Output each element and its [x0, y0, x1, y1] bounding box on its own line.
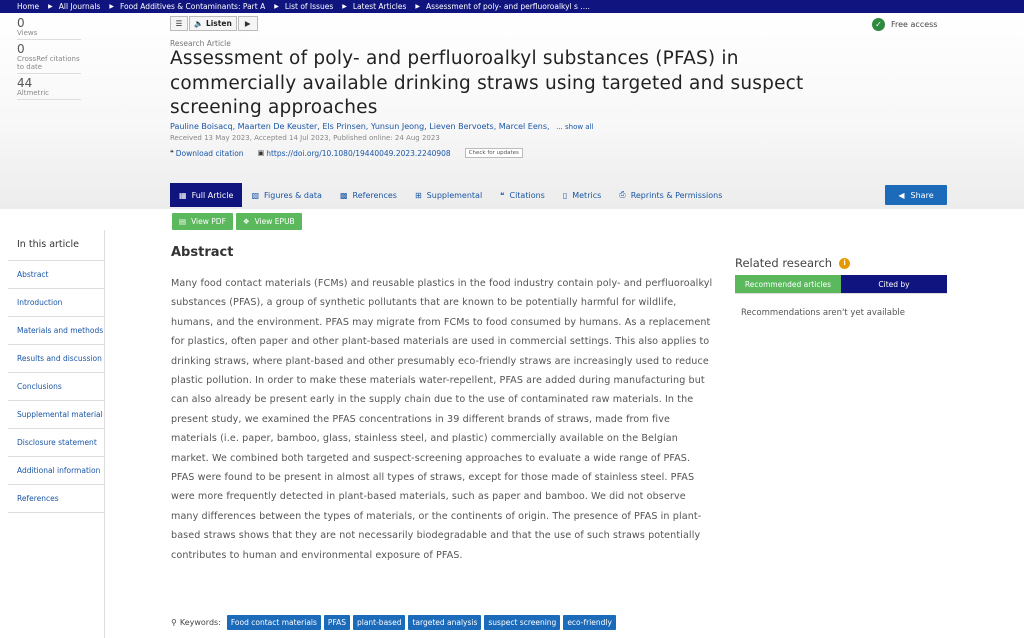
metric-crossref — [17, 43, 81, 74]
tab-references[interactable] — [331, 183, 406, 207]
share-icon: ◀ — [898, 190, 905, 200]
toc-item-supplemental[interactable]: Supplemental material — [8, 401, 104, 429]
chevron-right-icon: ▶ — [109, 3, 114, 10]
toc-item-introduction[interactable]: Introduction — [8, 289, 104, 317]
pdf-icon: ▤ — [179, 217, 187, 226]
tab-label: Metrics — [572, 190, 602, 200]
article-type: Research Article — [170, 39, 231, 48]
keyword-tag[interactable]: plant-based — [353, 615, 405, 630]
toc-item-references[interactable]: References — [8, 485, 104, 513]
document-icon: ▦ — [179, 190, 187, 200]
breadcrumb-current: Assessment of poly- and perfluoroalkyl s .... — [426, 2, 590, 11]
free-access-badge — [872, 18, 937, 31]
image-icon: ▧ — [251, 190, 260, 200]
metric-value: 0 — [17, 42, 25, 56]
keywords-label: Keywords: — [179, 618, 221, 627]
tab-metrics[interactable] — [554, 183, 610, 207]
metric-label: Altmetric — [17, 89, 50, 97]
tab-supplemental[interactable] — [406, 183, 491, 207]
check-for-updates-button[interactable]: Check for updates — [465, 148, 523, 158]
epub-icon: ❖ — [242, 217, 250, 226]
citation-row — [170, 148, 523, 158]
speaker-icon: 🔈 — [194, 19, 206, 28]
tab-label: Reprints & Permissions — [630, 190, 723, 200]
abstract-heading: Abstract — [171, 245, 234, 260]
breadcrumb-latest-articles[interactable]: Latest Articles — [352, 2, 407, 11]
show-all-authors-link[interactable]: ... show all — [556, 123, 594, 131]
keyword-tag[interactable]: Food contact materials — [227, 615, 321, 630]
metric-value: 0 — [17, 16, 25, 30]
tab-label: Full Article — [191, 190, 234, 200]
quote-icon: ❝ — [170, 149, 174, 157]
menu-icon[interactable]: ☰ — [170, 16, 188, 31]
related-tabs — [735, 275, 947, 293]
listen-button[interactable] — [189, 16, 237, 31]
toc-item-abstract[interactable]: Abstract — [8, 261, 104, 289]
doi-icon: ▣ — [257, 149, 265, 157]
metric-label: Views — [17, 29, 38, 37]
book-icon: ▩ — [339, 190, 348, 200]
breadcrumb-all-journals[interactable]: All Journals — [58, 2, 101, 11]
tab-label: Citations — [509, 190, 545, 200]
keywords — [171, 615, 616, 630]
tab-label: References — [352, 190, 397, 200]
tab-figures-data[interactable] — [242, 183, 331, 207]
view-epub-label: View EPUB — [254, 217, 295, 226]
article-title: Assessment of poly- and perfluoroalkyl substances (PFAS) in commercially available drinking straws using targeted and suspect screening approaches — [170, 48, 804, 118]
plus-icon: ⊞ — [414, 190, 422, 200]
tab-full-article[interactable] — [170, 183, 242, 207]
toc-heading: In this article — [8, 230, 104, 261]
bar-chart-icon: ▯ — [562, 190, 568, 200]
keyword-tag[interactable]: suspect screening — [484, 615, 560, 630]
download-citation-link[interactable]: Download citation — [175, 148, 244, 158]
metric-value: 44 — [17, 76, 33, 90]
authors-text[interactable]: Pauline Boisacq, Maarten De Keuster, Els Prinsen, Yunsun Jeong, Lieven Bervoets, Marcel Eens, — [170, 122, 550, 131]
info-icon[interactable]: i — [839, 258, 850, 269]
toc-item-results-discussion[interactable]: Results and discussion — [8, 345, 104, 373]
toc-item-disclosure[interactable]: Disclosure statement — [8, 429, 104, 457]
free-access-label: Free access — [891, 20, 938, 29]
tab-reprints-permissions[interactable] — [610, 183, 731, 207]
toc-item-conclusions[interactable]: Conclusions — [8, 373, 104, 401]
chevron-right-icon: ▶ — [274, 3, 279, 10]
article-metrics — [17, 17, 81, 103]
chevron-right-icon: ▶ — [48, 3, 53, 10]
metric-views — [17, 17, 81, 40]
keyword-tag[interactable]: eco-friendly — [563, 615, 616, 630]
recommendations-message: Recommendations aren't yet available — [741, 308, 905, 318]
doi-link-container — [258, 149, 451, 158]
quote-icon: ❝ — [500, 190, 505, 200]
breadcrumb-journal[interactable]: Food Additives & Contaminants: Part A — [119, 2, 266, 11]
share-label: Share — [910, 190, 934, 200]
printer-icon: ⎙ — [619, 190, 626, 199]
publication-dates: Received 13 May 2023, Accepted 14 Jul 2023, Published online: 24 Aug 2023 — [170, 134, 440, 142]
in-this-article-nav — [8, 230, 105, 638]
related-research-label: Related research — [735, 256, 833, 270]
chevron-right-icon: ▶ — [415, 3, 421, 10]
listen-toolbar — [170, 16, 258, 31]
check-icon: ✓ — [872, 18, 885, 31]
breadcrumb-home[interactable]: Home — [17, 2, 40, 11]
abstract-text: Many food contact materials (FCMs) and reusable plastics in the food industry contain poly- and perfluoroalkyl substances (PFAS), a group of synthetic pollutants that are known to be potentially harmful for wildlife, humans, and the environment. PFAS may migrate from FCMs to food consumed by humans. As a replacement for plastics, often paper and other plant-based materials are used in commercial settings. This also applies to drinking straws, where plant-based and other presumably eco-friendly straws are increasingly used to reduce plastic pollution. In order to make these materials water-repellent, PFAS are added during manufacturing but can also already be present early in the supply chain due to the use of contaminated raw materials. In the present study, we examined the PFAS concentrations in 39 different brands of straws, made from five materials (i.e. paper, bamboo, glass, stainless steel, and plastic) commercially available on the Belgian market. We combined both targeted and suspect-screening approaches to evaluate a wide range of PFAS. PFAS were found to be present in almost all types of straws, except for those made of stainless steel. PFAS were more frequently detected in plant-based materials, such as paper and bamboo. We did not observe many differences between the types of materials, or the continents of origin. The presence of PFAS in plant-based straws shows that they are not necessarily biodegradable and that the use of such straws potentially contributes to human and environmental exposure of PFAS. — [171, 278, 713, 561]
article-tabs — [170, 183, 731, 207]
view-pdf-button[interactable] — [172, 213, 233, 230]
listen-label: Listen — [205, 19, 232, 28]
tab-recommended-articles[interactable]: Recommended articles — [735, 275, 841, 293]
download-bar — [172, 213, 302, 230]
doi-link[interactable]: https://doi.org/10.1080/19440049.2023.2240908 — [266, 148, 451, 158]
view-epub-button[interactable] — [236, 213, 302, 230]
metric-label: CrossRef citations to date — [17, 55, 80, 71]
toc-item-additional-info[interactable]: Additional information — [8, 457, 104, 485]
share-button[interactable] — [885, 185, 947, 205]
tab-citations[interactable] — [491, 183, 554, 207]
metric-altmetric[interactable] — [17, 77, 81, 100]
tab-cited-by[interactable]: Cited by — [841, 275, 947, 293]
related-divider — [735, 293, 947, 294]
keyword-tag[interactable]: targeted analysis — [408, 615, 481, 630]
breadcrumb — [0, 0, 1024, 13]
search-icon: ⚲ — [171, 618, 177, 627]
play-icon[interactable]: ▶ — [238, 16, 258, 31]
author-list — [170, 122, 594, 131]
breadcrumb-list-of-issues[interactable]: List of Issues — [284, 2, 334, 11]
tab-label: Figures & data — [264, 190, 322, 200]
toc-item-materials-methods[interactable]: Materials and methods — [8, 317, 104, 345]
chevron-right-icon: ▶ — [342, 3, 347, 10]
view-pdf-label: View PDF — [191, 217, 226, 226]
related-research-heading — [735, 256, 850, 270]
tab-label: Supplemental — [426, 190, 483, 200]
keyword-tag[interactable]: PFAS — [324, 615, 350, 630]
